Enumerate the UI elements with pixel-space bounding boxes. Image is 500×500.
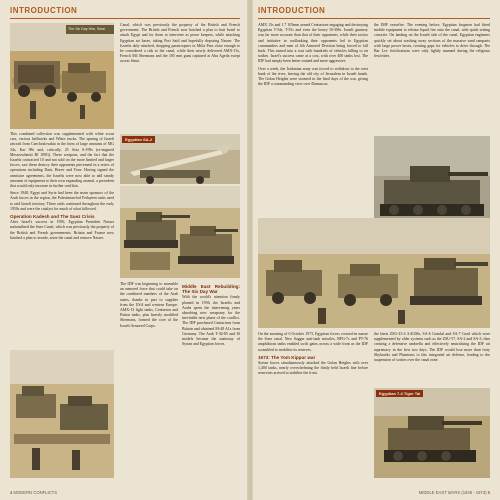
footer-title: MIDDLE EAST WARS (1948 - 1973) (418, 490, 487, 495)
left-page-header: INTRODUCTION (10, 6, 78, 15)
body-paragraph: Syrian forces simultaneously attacked the Golan Heights with over 1,400 tanks, nearly overwhelming the thinly held Israeli line before reservists arrived to stabilise the front. (258, 361, 368, 376)
body-paragraph: Canal, which was previously the property of the British and French government. The British and French now hatched a plan to bait Israel to attack Egypt and for them to intervene as peace keepers, while attacking Egyptian air bases, taking Port Said and hopefully deposing Nasser. The Israelis duly attacked, dropping paratroopers in Mitla Pass close enough to be considered a risk to the canal, while their newly delivered AMX-13s, French M4 Shermans and the 105 mm guns captured at Abu Ageila swept across Sinai. (120, 23, 240, 64)
left-column-d (182, 282, 240, 477)
body-paragraph: the IMF ceasefire. The evening before, Egyptian frogmen had fitted mobile equipment to release liquid fire onto the canal, with quick setting concrete. On landing on the Israeli side of the canal, Egyptian engineers quickly set about washing away sections of the massive sand ramparts with large power hoses, creating gaps for vehicles to drive through. The Bar Lev fortifications were only lightly manned during the religious festivities. (374, 23, 490, 59)
section-heading: 1973: The Yom Kippur war (258, 354, 316, 360)
page-number: 4 (10, 490, 13, 495)
left-column-b (120, 23, 240, 135)
page-number: 5 (487, 490, 490, 495)
body-paragraph: This combined collection was supplemented with white scout cars, various halftracks and White trucks. The sparing of Israeli aircraft from Czechoslovakia in the form of large amounts of MG 34s, Kar 98s and, critically, 25 Avia S-199s (re-engined Messerschmitt Bf 109G). These weapons, and the fact that the Israelis contracted 10 and not sold on the more limited and larger forces, saw them destroy their opponents piecemeal in a series of operations including Dani, Horev and Yoav. Having signed the armistice agreements, the Israelis were now able to add steady amounts of equipment to their own expanding arsenal, a precedent that would only increase in further conflicts. (10, 132, 114, 189)
right-page-header: INTRODUCTION (258, 6, 326, 15)
footer-title: MODERN CONFLICTS (13, 490, 58, 495)
photo-tank-profile (374, 136, 490, 228)
header-rule (258, 18, 490, 19)
photo-caption-tag: Egyptian SA-2 (122, 136, 155, 143)
book-gutter (247, 0, 253, 500)
left-column-a (10, 132, 114, 350)
right-column-c (258, 332, 368, 482)
body-paragraph: AMX 13s and 1.7 105mm armed Centurions engaging and destroying Egyptian T-34s, T-55s and even the heavy IS-3Ms. Israeli gunnery was far more accurate than that of their opponents, while their tactics and initiative in outflanking their opponents led to Egyptian commanders and men of 4th Armored Division being forced to fall back. This turned into a rout with hundreds of vehicles falling to air strikes. Israel's success came at a cost, with over 400 tanks lost. The IDF had simply been better trained and more aggressive. (258, 23, 368, 64)
right-page (250, 0, 500, 500)
header-rule (10, 18, 240, 19)
photo-tiger-tank (374, 388, 490, 478)
body-paragraph: After Israel's success in 1956, Egyptian President Nasser nationalised the Suez Canal, which was previously the property of the British and French governments. Britain and France now hatched a plan to invade, seize the canal and remove Nasser. (10, 220, 114, 240)
section-heading: Operation Kadesh and The Suez Crisis (10, 214, 95, 220)
photo-caption: The Six Day War, Sinai (66, 25, 114, 34)
body-paragraph: Over a week, the Jordanian army was forced to withdraw to the west bank of the river, leaving the old city of Jerusalem in Israeli hands. The Golan Heights were stormed in the final days of the war, giving the IDF a commanding view over Damascus. (258, 66, 368, 87)
right-column-a (258, 23, 368, 218)
photo-desert-vehicles (258, 218, 490, 328)
page-footer (10, 490, 57, 495)
left-column-c (120, 282, 178, 477)
photo-caption-tag: Egyptian 7-4 Tiger Tai (376, 390, 423, 397)
body-paragraph: With the world's attention firmly planted in 1956, the Israelis and Arabs spent the intervening years absorbing new weaponry for the inevitable next phase of the conflict. The IDF purchased Centurions from Britain and obtained M-48 A1s from Germany. The Arab T-34-85 and IS models became the mainstay of Syrian and Egyptian forces. (182, 295, 240, 347)
page-footer (419, 490, 490, 495)
photo-tank-column (120, 186, 240, 278)
section-heading: Middle East Rebuilding: The Six Day War (182, 284, 240, 295)
body-paragraph: On the morning of 6 October 1973, Egyptian forces crossed en masse the Suez canal. New Sagger anti-tank missiles, RPG-7s and PT-76 amphibious tanks enabled swift gains across a wide front as the IDF scrambled to mobilise its reserves. (258, 332, 368, 352)
right-column-e (374, 332, 490, 384)
right-column-b (374, 23, 490, 135)
photo-six-day-war-convoy (10, 23, 114, 129)
body-paragraph: Since 1948, Egypt and Syria had been the main sponsors of the Arab forces in the region, the Palestinian-led Fedayeen units used to raid Israeli territory. These raids continued throughout the early 1950s and were the catalyst for much of what followed. (10, 191, 114, 211)
body-paragraph: The IDF was beginning to assemble an armored force that could take on the combined numbers of the Arab states, thanks in part to supplies from the USA and western Europe. AMX-13 light tanks, Centurion and Patton tanks, plus heavily modified Shermans, formed the core of the Israeli Armored Corps. (120, 282, 178, 328)
photo-sinai-column (10, 350, 114, 478)
body-paragraph: the latest ZSU-23-4 AAGMs, SA-6 Gainful and SA-7 Grail which were supplemented by older systems such as the ZSU-57, SA-2 and SA-3, thus creating a defensive umbrella and effectively neutralising the IDF air supremacy in the first two days. The IDF would lose more than forty Skyhawks and Phantoms to this integrated air defence, leading to the suspension of sorties over the canal zone. (374, 332, 490, 363)
